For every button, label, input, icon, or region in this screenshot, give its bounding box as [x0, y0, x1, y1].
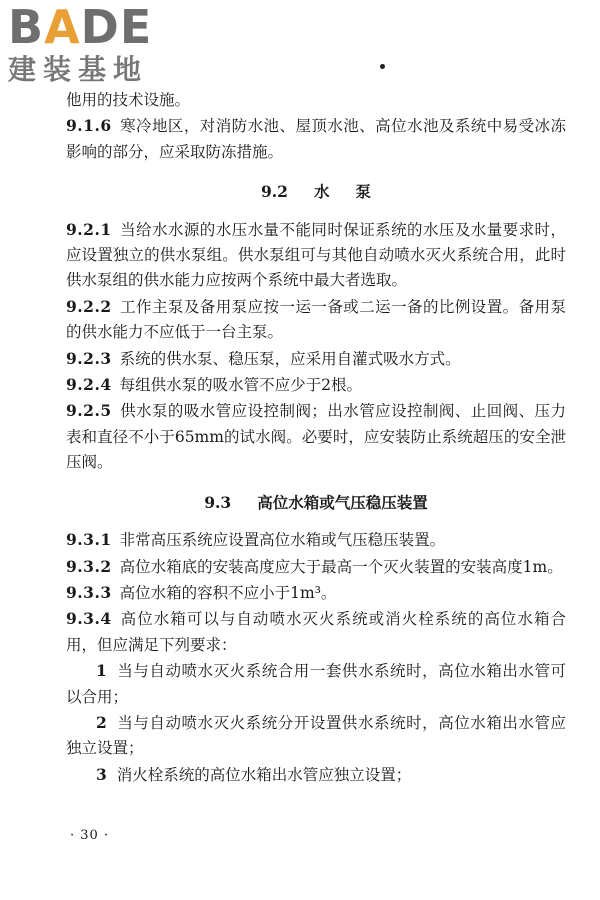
- clause-9-2-3: 9.2.3 系统的供水泵、稳压泵，应采用自灌式吸水方式。: [66, 348, 461, 368]
- clause-9-2-5: 9.2.5 供水泵的吸水管应设控制阀；出水管应设控制阀、止回阀、压力表和直径不小于65mm的试水阀。必要时，应安装防止系统超压的安全泄压阀。: [66, 401, 566, 472]
- list-item-1: 1 当与自动喷水灭火系统合用一套供水系统时，高位水箱出水管可以合用；: [66, 661, 566, 706]
- logo-subtitle: 建装基地: [8, 53, 149, 86]
- lead-text: 他用的技术设施。: [66, 91, 191, 109]
- logo-wordmark: BADE: [8, 0, 153, 54]
- list-item-2: 2 当与自动喷水灭火系统分开设置供水系统时，高位水箱出水管应独立设置；: [66, 712, 566, 758]
- clause-9-3-1: 9.3.1 非常高压系统应设置高位水箱或气压稳压装置。: [66, 530, 446, 550]
- clause-9-3-2: 9.3.2 高位水箱底的安装高度应大于最高一个灭火装置的安装高度1m。: [66, 556, 563, 576]
- clause-9-3-4: 9.3.4 高位水箱可以与自动喷水灭火系统或消火栓系统的高位水箱合用，但应满足下列要求：: [66, 609, 566, 654]
- clause-9-3-3: 9.3.3 高位水箱的容积不应小于1m³。: [66, 582, 337, 602]
- clause-9-2-2: 9.2.2 工作主泵及备用泵应按一运一备或二运一备的比例设置。备用泵的供水能力不应低于一台主泵。: [66, 296, 566, 342]
- section-heading-9-2: 9.2 水 泵: [261, 182, 371, 202]
- clause-9-1-6: 9.1.6 寒冷地区，对消防水池、屋顶水池、高位水池及系统中易受冰冻影响的部分，应采取防冻措施。: [66, 116, 566, 161]
- list-item-3: 3 消火栓系统的高位水箱出水管应独立设置；: [96, 764, 412, 784]
- section-heading-9-3: 9.3 高位水箱或气压稳压装置: [204, 492, 428, 512]
- clause-9-2-1: 9.2.1 当给水水源的水压水量不能同时保证系统的水压及水量要求时，应设置独立的供水泵组。供水泵组可与其他自动喷水灭火系统合用，此时供水泵组的供水能力应按两个系统中最大者选取。: [66, 219, 566, 290]
- page-number: · 30 ·: [70, 828, 110, 843]
- document-body: [66, 88, 566, 788]
- brand-logo: [8, 0, 153, 86]
- clause-9-2-4: 9.2.4 每组供水泵的吸水管不应少于2根。: [66, 375, 363, 395]
- ink-dot: [380, 64, 385, 69]
